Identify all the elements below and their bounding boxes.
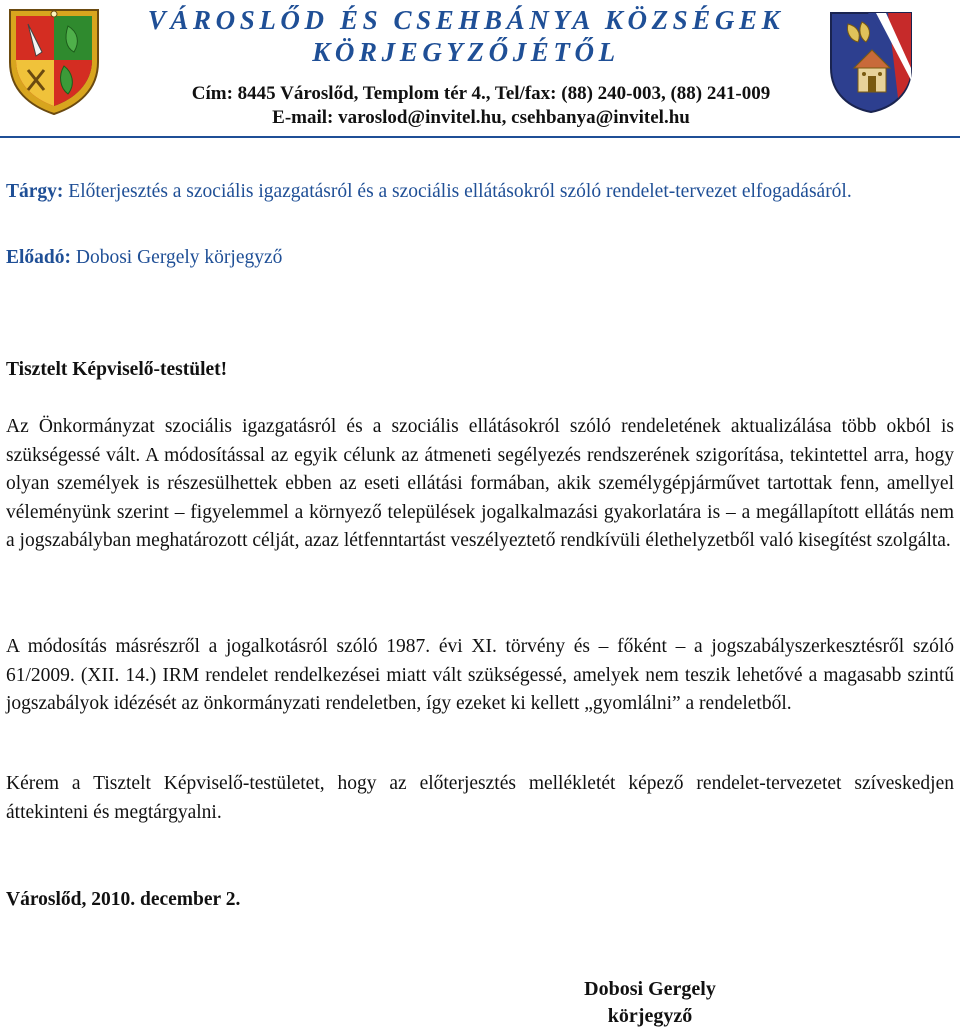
signatory-name: Dobosi Gergely <box>584 978 716 1000</box>
subject-line <box>6 178 954 207</box>
signatory-title: körjegyző <box>607 1005 693 1027</box>
issuer-title-line2: KÖRJEGYZŐJÉTŐL <box>312 37 620 67</box>
body-paragraph-2: A módosítás másrészről a jogalkotásról szóló 1987. évi XI. törvény és – főként – a jogszabályszerkesztésről szóló 61/2009. (XII. 14.) IRM rendelet rendelkezései miatt vált szükségessé, amelyek nem teszik lehetővé a magasabb szintű jogszabályok idézését az önkormányzati rendeletben, így ezeket ki kellett „gyomlálni” a rendeletből. <box>6 636 954 714</box>
subject-text: Előterjesztés a szociális igazgatásról és a szociális ellátásokról szóló rendelet-tervezet elfogadásáról. <box>68 181 852 202</box>
issuer-address: Cím: 8445 Városlőd, Templom tér 4., Tel/fax: (88) 240-003, (88) 241-009 <box>191 83 771 104</box>
signature-block <box>540 976 760 1030</box>
place-and-date: Városlőd, 2010. december 2. <box>6 889 241 910</box>
salutation: Tisztelt Képviselő-testület! <box>6 359 228 380</box>
issuer-title-line1: VÁROSLŐD ÉS CSEHBÁNYA KÖZSÉGEK <box>147 5 785 35</box>
presenter-text: Dobosi Gergely körjegyző <box>75 247 283 268</box>
body-paragraph-3: Kérem a Tisztelt Képviselő-testületet, hogy az előterjesztés mellékletét képező rendelet-tervezetet szíveskedjen áttekinteni és megtárgyalni. <box>6 773 954 823</box>
presenter-line <box>6 244 954 273</box>
varoslod-coat-of-arms-icon <box>6 4 102 116</box>
issuer-email: E-mail: varoslod@invitel.hu, csehbanya@invitel.hu <box>272 107 690 128</box>
subject-label: Tárgy: <box>6 181 64 202</box>
header-divider <box>0 136 960 138</box>
presenter-label: Előadó: <box>6 247 72 268</box>
body-paragraph-1: Az Önkormányzat szociális igazgatásról és a szociális ellátásokról szóló rendeletének aktualizálása több okból is szükségessé vált. A módosítással az egyik célunk az átmeneti segélyezés rendszerének szigorítása, tekintettel arra, hogy olyan személyek is részesülhettek ebben az eseti ellátási formában, akik személygépjárművet tartottak fenn, amellyel véleményünk szerint – figyelemmel a környező települések jogalkalmazási gyakorlatára is – a megállapított ellátás nem a jogszabályban meghatározott célját, azaz létfenntartást veszélyeztető rendkívüli élethelyzetből való kisegítést szolgálta. <box>6 416 954 551</box>
